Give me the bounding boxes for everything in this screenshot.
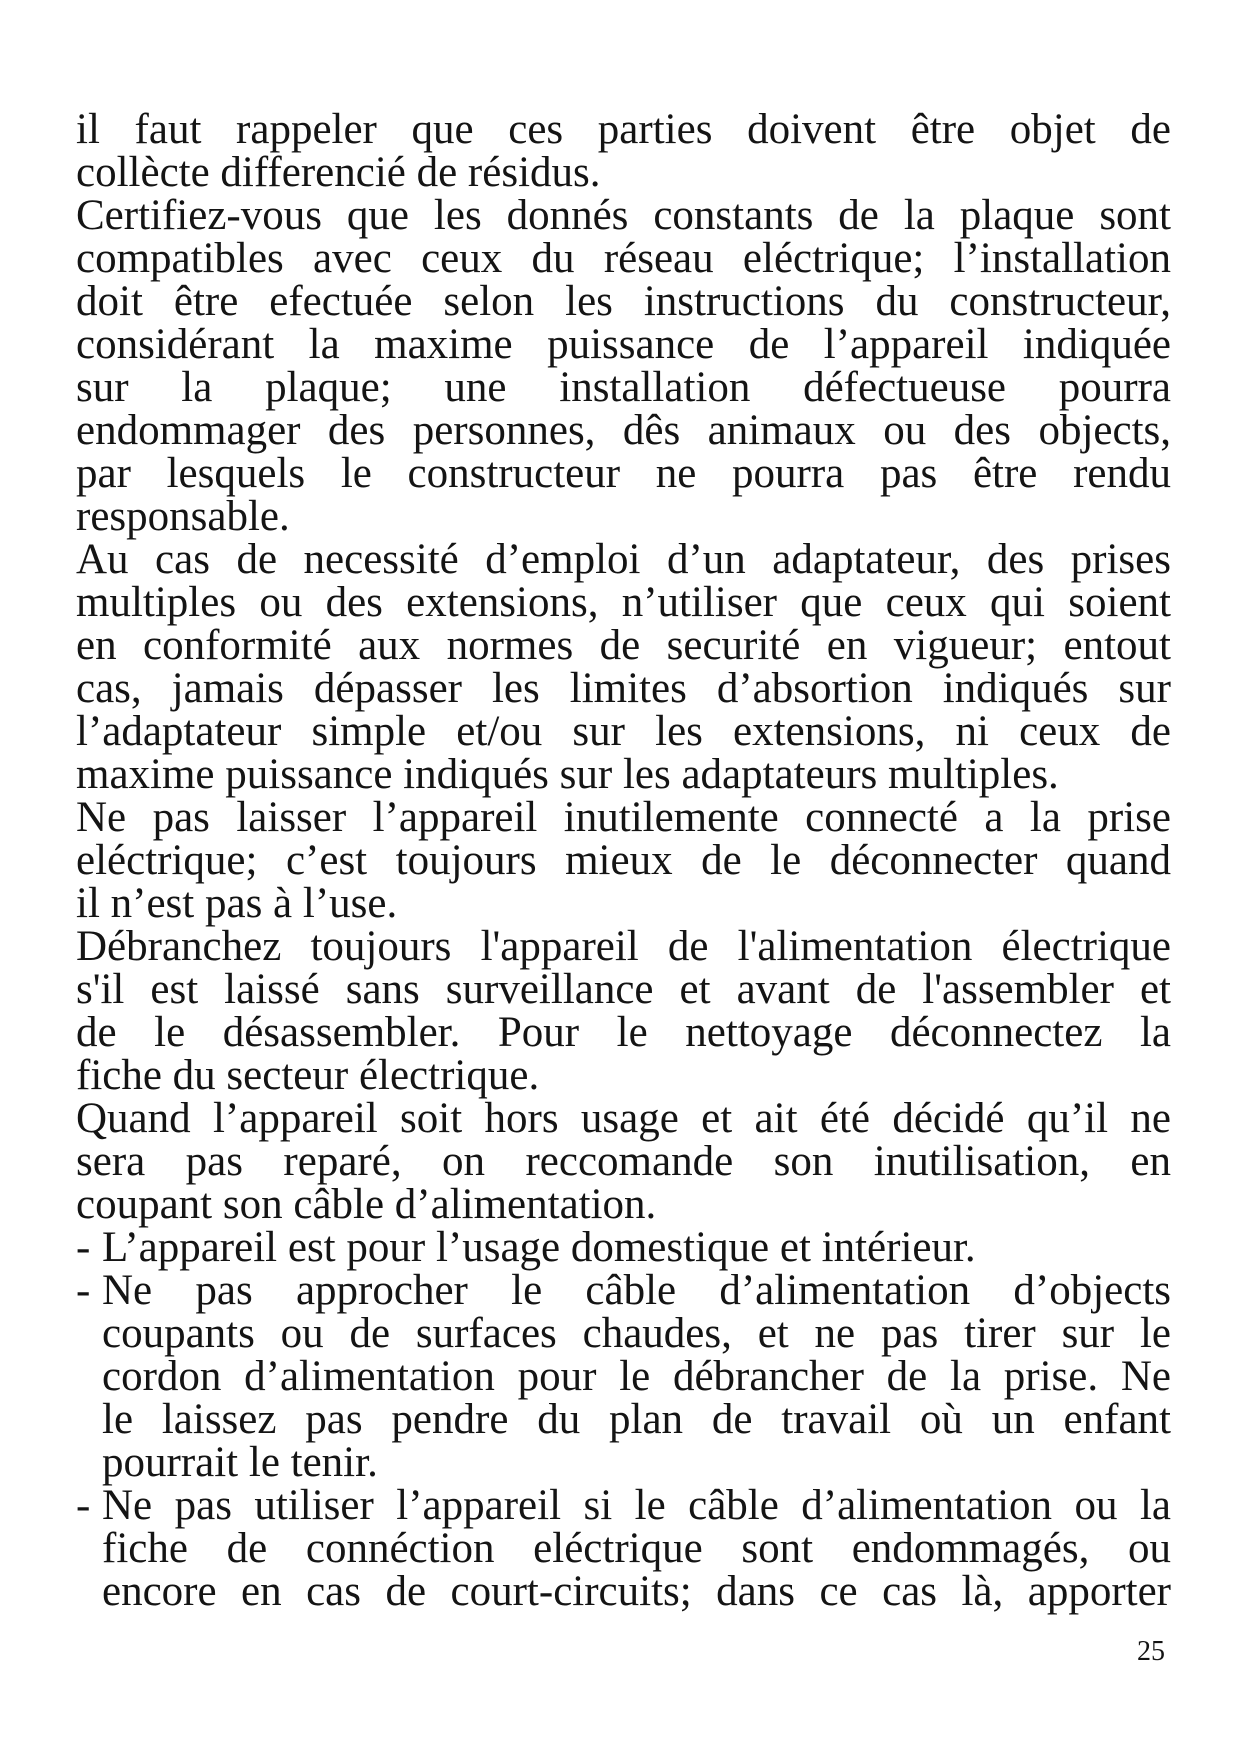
bullet-item-domestic-use [76, 1226, 1171, 1269]
text-line: collècte differencié de résidus. [76, 149, 601, 196]
text-line: Quand l’appareil soit hors usage et ait été décidé qu’il ne [76, 1095, 1171, 1142]
bullet-item-cable-safety [76, 1269, 1171, 1484]
text-line: il faut rappeler que ces parties doivent être objet de [76, 106, 1171, 153]
text-line: Ne pas approcher le câble d’alimentation d’objects [102, 1267, 1171, 1314]
text-line: doit être efectuée selon les instructions du constructeur, [76, 278, 1171, 325]
bullet-dash: - [76, 1267, 91, 1314]
text-line: cas, jamais dépasser les limites d’absortion indiqués sur [76, 665, 1171, 712]
text-line: compatibles avec ceux du réseau eléctrique; l’installation [76, 235, 1171, 282]
text-line: par lesquels le constructeur ne pourra pas être rendu [76, 450, 1171, 497]
text-line: eléctrique; c’est toujours mieux de le déconnecter quand [76, 837, 1171, 884]
text-line: fiche de connéction eléctrique sont endommagés, ou [102, 1525, 1171, 1572]
paragraph-disposal [76, 1097, 1171, 1226]
page-number: 25 [1137, 1636, 1165, 1667]
text-line: sur la plaque; une installation défectueuse pourra [76, 364, 1171, 411]
text-line: de le désassembler. Pour le nettoyage déconnectez la [76, 1009, 1171, 1056]
bullet-dash: - [76, 1482, 91, 1529]
text-line: Ne pas utiliser l’appareil si le câble d’alimentation ou la [102, 1482, 1171, 1529]
text-line: coupants ou de surfaces chaudes, et ne pas tirer sur le [102, 1310, 1171, 1357]
text-line: Certifiez-vous que les donnés constants de la plaque sont [76, 192, 1171, 239]
bullet-dash: - [76, 1224, 91, 1271]
text-line: maxime puissance indiqués sur les adaptateurs multiples. [76, 751, 1059, 798]
text-line: cordon d’alimentation pour le débrancher de la prise. Ne [102, 1353, 1171, 1400]
bullet-item-damaged-cable [76, 1484, 1171, 1613]
paragraph-disconnect [76, 925, 1171, 1097]
paragraph-adapters [76, 538, 1171, 796]
text-line: pourrait le tenir. [102, 1439, 378, 1486]
text-line: encore en cas de court-circuits; dans ce cas là, apporter [102, 1568, 1171, 1615]
text-line: Débranchez toujours l'appareil de l'alimentation électrique [76, 923, 1171, 970]
text-line: endommager des personnes, dês animaux ou des objects, [76, 407, 1171, 454]
paragraph-unplug [76, 796, 1171, 925]
text-line: coupant son câble d’alimentation. [76, 1181, 657, 1228]
text-line: l’adaptateur simple et/ou sur les extensions, ni ceux de [76, 708, 1171, 755]
text-line: responsable. [76, 493, 290, 540]
text-line: en conformité aux normes de securité en vigueur; entout [76, 622, 1171, 669]
text-line: sera pas reparé, on reccomande son inutilisation, en [76, 1138, 1171, 1185]
text-line: il n’est pas à l’use. [76, 880, 398, 927]
text-line: L’appareil est pour l’usage domestique et intérieur. [102, 1224, 976, 1271]
document-body [76, 108, 1171, 1613]
text-line: multiples ou des extensions, n’utiliser que ceux qui soient [76, 579, 1171, 626]
text-line: considérant la maxime puissance de l’appareil indiquée [76, 321, 1171, 368]
paragraph-installation [76, 194, 1171, 538]
paragraph-recycling [76, 108, 1171, 194]
text-line: Au cas de necessité d’emploi d’un adaptateur, des prises [76, 536, 1171, 583]
text-line: s'il est laissé sans surveillance et avant de l'assembler et [76, 966, 1171, 1013]
text-line: le laissez pas pendre du plan de travail où un enfant [102, 1396, 1171, 1443]
text-line: fiche du secteur électrique. [76, 1052, 540, 1099]
text-line: Ne pas laisser l’appareil inutilemente connecté a la prise [76, 794, 1171, 841]
